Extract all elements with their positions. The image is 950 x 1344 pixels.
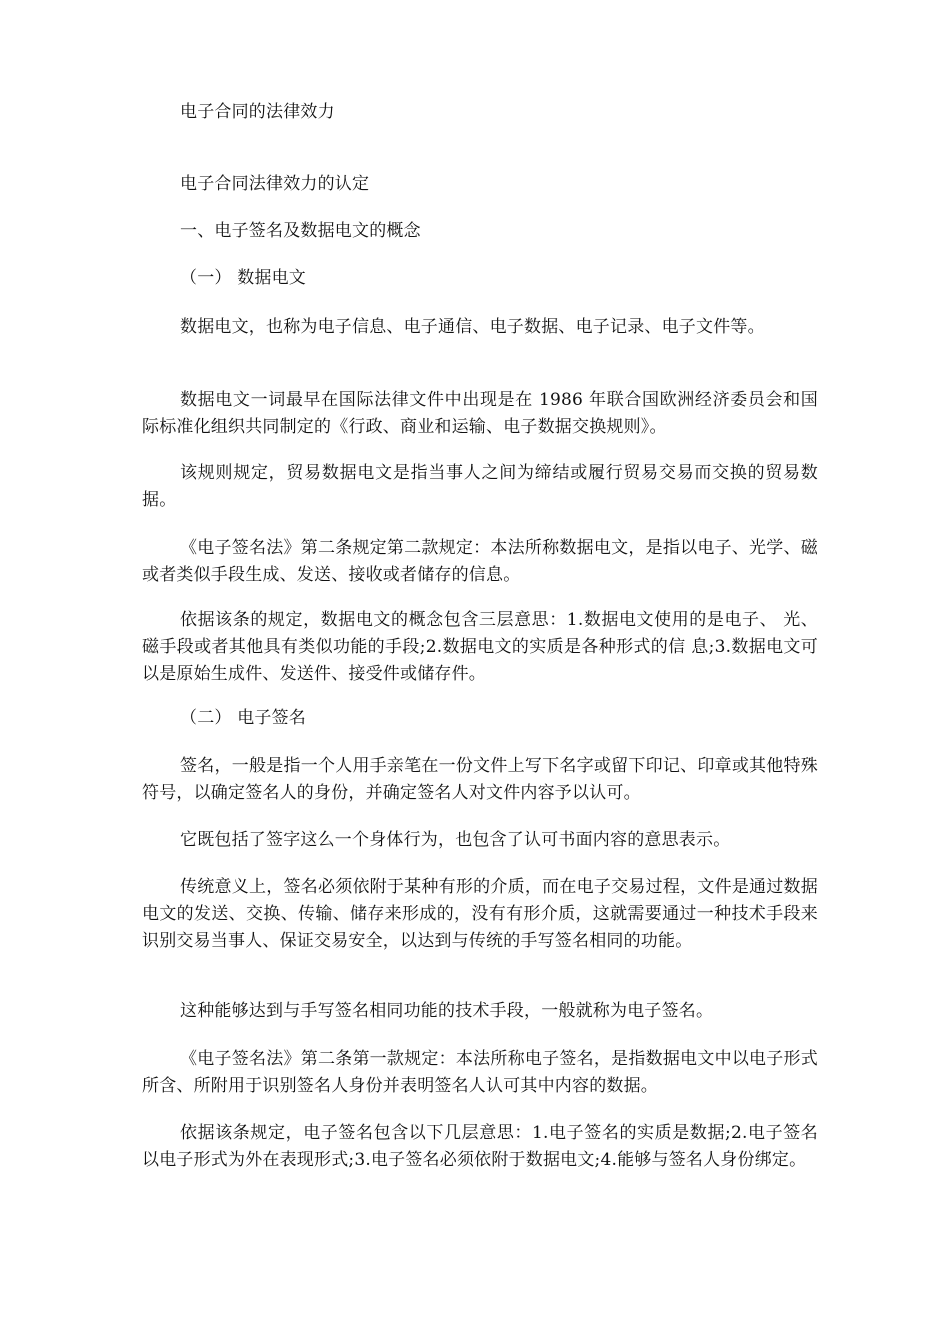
document-title: 电子合同的法律效力 [180, 102, 335, 122]
paragraph: 传统意义上，签名必须依附于某种有形的介质，而在电子交易过程，文件是通过数据电文的发送、交换、传输、储存来形成的，没有有形介质，这就需要通过一种技术手段来识别交易当事人、保证交易安全，以达到与传统的手写签名相同的功能。 [142, 877, 818, 951]
document-subtitle: 电子合同法律效力的认定 [180, 174, 370, 194]
paragraph: 数据电文，也称为电子信息、电子通信、电子数据、电子记录、电子文件等。 [180, 317, 765, 337]
paragraph: 数据电文一词最早在国际法律文件中出现是在 1986 年联合国欧洲经济委员会和国际标准化组织共同制定的《行政、商业和运输、电子数据交换规则》。 [142, 390, 818, 437]
paragraph: 依据该条的规定，数据电文的概念包含三层意思：1.数据电文使用的是电子、 光、磁手段或者其他具有类似功能的手段;2.数据电文的实质是各种形式的信 息;3.数据电文可以是原始生成件、发送件、接受件或储存件。 [142, 610, 818, 684]
paragraph: 这种能够达到与手写签名相同功能的技术手段，一般就称为电子签名。 [180, 1001, 714, 1021]
paragraph: 该规则规定，贸易数据电文是指当事人之间为缔结或履行贸易交易而交换的贸易数据。 [142, 463, 818, 510]
paragraph: 《电子签名法》第二条第一款规定：本法所称电子签名，是指数据电文中以电子形式所含、所附用于识别签名人身份并表明签名人认可其中内容的数据。 [142, 1049, 818, 1096]
paragraph: 《电子签名法》第二条规定第二款规定：本法所称数据电文，是指以电子、光学、磁或者类似手段生成、发送、接收或者储存的信息。 [142, 538, 818, 585]
paragraph: 依据该条规定，电子签名包含以下几层意思：1.电子签名的实质是数据;2.电子签名以电子形式为外在表现形式;3.电子签名必须依附于数据电文;4.能够与签名人身份绑定。 [142, 1123, 818, 1170]
paragraph: 签名，一般是指一个人用手亲笔在一份文件上写下名字或留下印记、印章或其他特殊符号，以确定签名人的身份，并确定签名人对文件内容予以认可。 [142, 756, 818, 803]
paragraph: 它既包括了签字这么一个身体行为，也包含了认可书面内容的意思表示。 [180, 830, 731, 850]
subsection-heading: （一） 数据电文 [180, 268, 307, 288]
section-heading: 一、电子签名及数据电文的概念 [180, 221, 421, 241]
subsection-heading: （二） 电子签名 [180, 708, 307, 728]
